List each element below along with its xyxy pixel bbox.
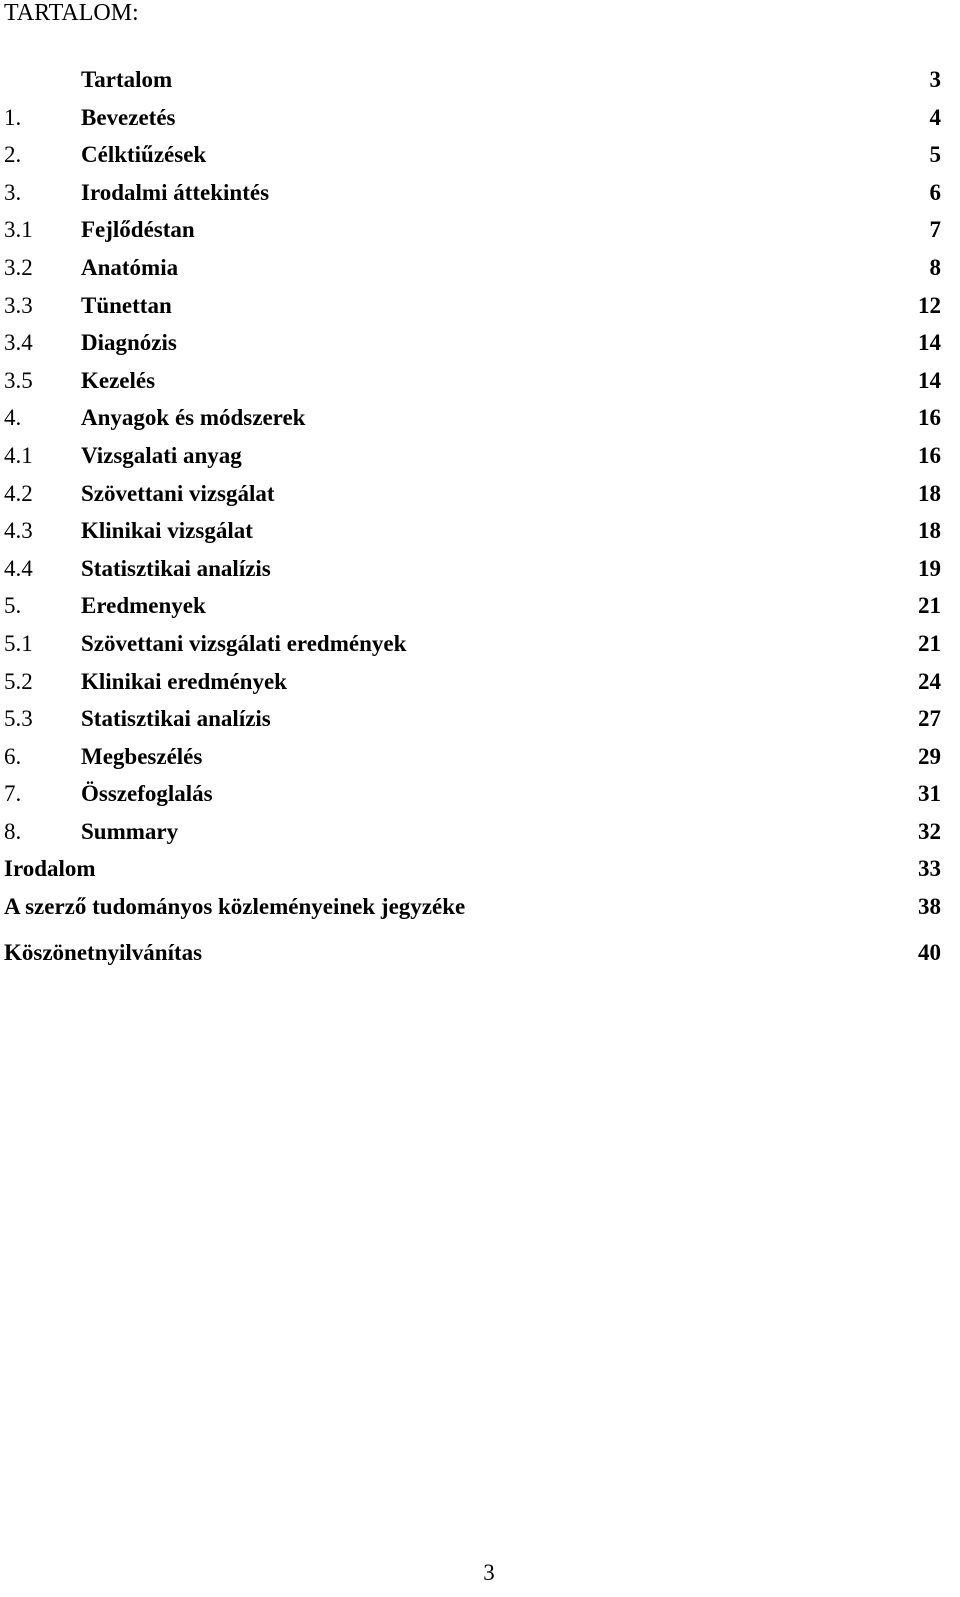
toc-entry-title: Bevezetés: [81, 104, 176, 130]
toc-entry-page: 14: [918, 367, 941, 393]
toc-entry-number: 3.1: [4, 217, 33, 243]
toc-entry-title: Anatómia: [81, 254, 179, 280]
toc-entry-page: 6: [929, 179, 941, 205]
toc-entry-number: 6.: [4, 743, 22, 769]
toc-entry-page: 29: [918, 743, 941, 769]
toc-heading: TARTALOM:: [4, 0, 139, 26]
toc-entry-title: Fejlődéstan: [81, 217, 195, 243]
toc-entry-title: Vizsgalati anyag: [81, 442, 242, 468]
toc-entry: [0, 934, 960, 972]
toc-entry-number: 7.: [4, 781, 22, 807]
toc-entry-title: Tünettan: [81, 292, 172, 318]
toc-entry: [0, 437, 960, 475]
toc-entry-page: 21: [918, 630, 941, 656]
toc-entry: [0, 211, 960, 249]
toc-entry-title: Klinikai vizsgálat: [81, 518, 253, 544]
toc-entry-page: 16: [918, 405, 941, 431]
toc-entry-title: Célktiűzések: [81, 142, 207, 168]
toc-entry: [0, 850, 960, 888]
toc-entry-title: Statisztikai analízis: [81, 706, 271, 732]
toc-entry: [0, 888, 960, 926]
toc-entry-page: 18: [918, 480, 941, 506]
toc-entry: [0, 700, 960, 738]
toc-entry-page: 4: [929, 104, 941, 130]
toc-entry: [0, 475, 960, 513]
toc-entry: [0, 550, 960, 588]
toc-entry-page: 16: [918, 442, 941, 468]
toc-entry: [0, 362, 960, 400]
toc-entry-number: 3.5: [4, 367, 33, 393]
toc-entry-page: 5: [929, 142, 941, 168]
toc-entry-number: 5.3: [4, 706, 33, 732]
toc-entry-title: Tartalom: [81, 67, 173, 92]
toc-entry-title: Kezelés: [81, 367, 156, 393]
toc-entry-page: 19: [918, 555, 941, 581]
toc-entry-title: A szerző tudományos közleményeinek jegyzéke: [4, 894, 466, 920]
toc-entry-number: 5.: [4, 593, 22, 619]
toc-entry: [0, 775, 960, 813]
toc-entry: [0, 287, 960, 325]
toc-entry-page: 27: [918, 706, 941, 732]
toc-entry-page: 31: [918, 781, 941, 807]
toc-entry: [0, 625, 960, 663]
toc-entry: [0, 249, 960, 287]
toc-entry-title: Klinikai eredmények: [81, 668, 287, 694]
toc-entry-number: 2.: [4, 142, 22, 168]
toc-entry-title: Summary: [81, 818, 179, 844]
toc-entry-number: 4.2: [4, 480, 33, 506]
toc-entry-title: Statisztikai analízis: [81, 555, 271, 581]
toc-entry-number: 1.: [4, 104, 22, 130]
toc-entry-page: 7: [929, 217, 941, 243]
toc-entry-page: 14: [918, 330, 941, 356]
toc-entry-number: 5.1: [4, 630, 33, 656]
toc-entry-page: 40: [918, 939, 941, 965]
toc-entry: [0, 61, 960, 99]
toc-entry-page: 24: [918, 668, 941, 694]
toc-entry: [0, 324, 960, 362]
toc-entry-number: 3.2: [4, 254, 33, 280]
toc-entry-title: Anyagok és módszerek: [81, 405, 306, 431]
toc-entry: [0, 663, 960, 701]
toc-entry-title: Szövettani vizsgálati eredmények: [81, 630, 407, 656]
toc-entry-title: Összefoglalás: [81, 781, 213, 807]
toc-entry: [0, 512, 960, 550]
toc-entry-title: Köszönetnyilvánítas: [4, 939, 203, 965]
toc-entry: [0, 99, 960, 137]
toc-entry-page: 38: [918, 894, 941, 920]
toc-entry-number: 8.: [4, 818, 22, 844]
toc-entry-page: 12: [918, 292, 941, 318]
toc-entry-page: 18: [918, 518, 941, 544]
toc-entry-number: 4.: [4, 405, 22, 431]
toc-entry-page: 21: [918, 593, 941, 619]
toc-entry: [0, 738, 960, 776]
toc-entry-number: 4.4: [4, 555, 33, 581]
toc-entry: [0, 136, 960, 174]
toc-entry-page: 3: [929, 67, 941, 92]
toc-entry-number: 3.: [4, 179, 22, 205]
toc-entry-page: 33: [918, 856, 941, 882]
toc-entry-number: 3.3: [4, 292, 33, 318]
toc-entry: [0, 813, 960, 851]
toc-entry-title: Diagnózis: [81, 330, 177, 356]
toc-entry-number: 3.4: [4, 330, 33, 356]
toc-entry-title: Irodalmi áttekintés: [81, 179, 270, 205]
toc-entry-title: Szövettani vizsgálat: [81, 480, 275, 506]
toc-entry-number: 5.2: [4, 668, 33, 694]
toc-entry-number: 4.3: [4, 518, 33, 544]
toc-entry: [0, 174, 960, 212]
footer-page-number: 3: [483, 1560, 495, 1585]
toc-entry-page: 32: [918, 818, 941, 844]
toc-entry-title: Eredmenyek: [81, 593, 206, 619]
toc-entry: [0, 399, 960, 437]
table-of-contents: [0, 61, 960, 971]
toc-entry-title: Irodalom: [4, 856, 96, 882]
toc-entry-number: 4.1: [4, 442, 33, 468]
toc-entry-page: 8: [929, 254, 941, 280]
toc-entry-title: Megbeszélés: [81, 743, 203, 769]
toc-entry: [0, 587, 960, 625]
